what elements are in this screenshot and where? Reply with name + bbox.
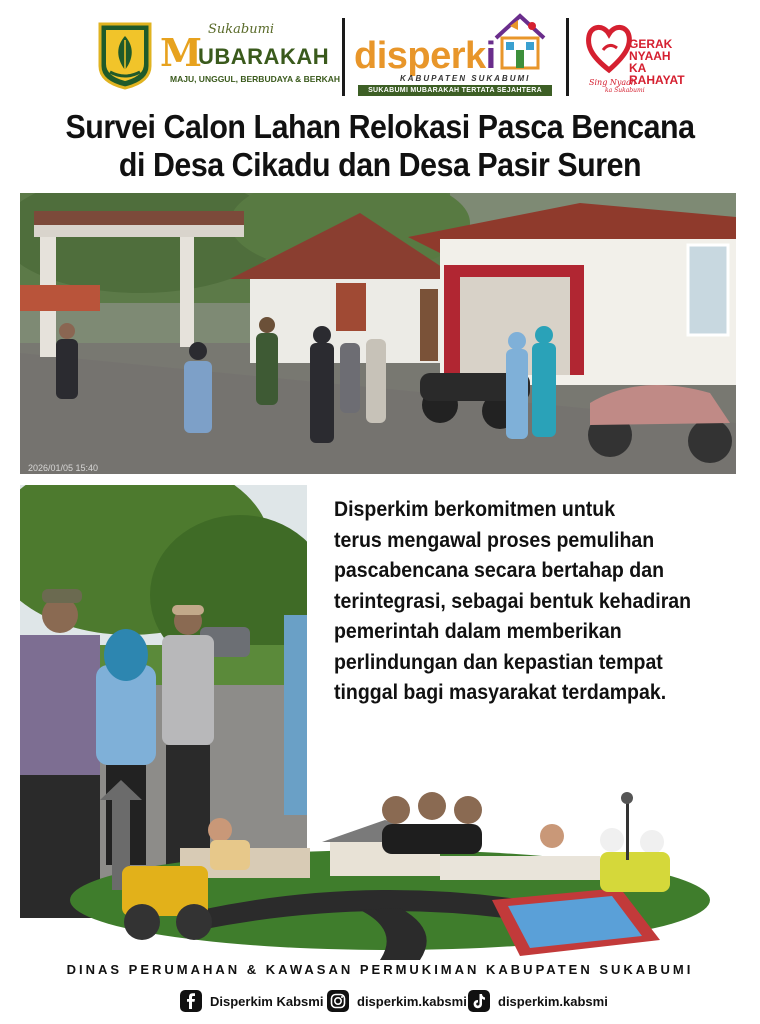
body-line: pemerintah dalam memberikan [334,620,622,643]
body-paragraph [334,495,734,709]
facebook-icon [180,990,202,1012]
title-line-2: di Desa Cikadu dan Desa Pasir Suren [118,146,642,183]
body-line: terus mengawal proses pemulihan [334,528,655,552]
gerak-nyaah-logo [585,20,695,94]
gerak-subscript: ka Sukabumi [605,87,645,94]
disperkim-band: SUKABUMI MUBARAKAH TERTATA SEJAHTERA [358,85,552,96]
body-line: pascabencana secara bertahap dan [334,559,665,582]
sukabumi-crest-logo [98,22,152,90]
title-line-1: Survei Calon Lahan Relokasi Pasca Bencana [65,108,695,145]
instagram-icon [327,990,349,1012]
disperkim-wordmark: disperki [354,35,496,77]
sukabumi-mubarakah-logo [160,22,341,88]
body-line: perlindungan dan kepastian tempat [334,650,663,674]
mubarakah-word: UBARAKAH [198,44,330,69]
survey-photo-illustration [20,193,736,474]
facebook-link[interactable] [180,988,323,1014]
disperkim-logo [350,12,560,96]
gerak-text: GERAK NYAAH KA RAHAYAT [629,37,685,87]
tiktok-icon [468,990,490,1012]
divider [566,18,569,96]
body-line: terintegrasi, sebagai bentuk kehadiran [334,589,692,613]
heart-icon [585,20,633,76]
house-icon [492,12,548,70]
social-links [0,988,760,1014]
landmarks-collage-illustration [60,780,710,960]
agency-name: DINAS PERUMAHAN & KAWASAN PERMUKIMAN KABUPATEN SUKABUMI [66,962,694,977]
photo-timestamp: 2026/01/05 15:40 [28,463,99,473]
survey-photo-buildings [20,193,736,474]
page-title [0,108,760,184]
facebook-handle: Disperkim Kabsmi [210,993,324,1009]
body-line: Disperkim berkomitmen untuk [334,498,616,521]
instagram-handle: disperkim.kabsmi [357,993,467,1009]
divider [342,18,345,96]
header [0,0,760,100]
mubarakah-tagline: MAJU, UNGGUL, BERBUDAYA & BERKAH [170,74,341,84]
tiktok-link[interactable] [468,988,608,1014]
disperkim-kabupaten: KABUPATEN SUKABUMI [400,74,531,83]
instagram-link[interactable] [327,988,467,1014]
body-line: tinggal bagi masyarakat terdampak. [334,681,667,704]
tiktok-handle: disperkim.kabsmi [498,993,608,1009]
mubarakah-m-mark: M [160,30,203,75]
gerak-script: Sing Nyaah [589,78,637,87]
mubarakah-script: Sukabumi [208,22,275,37]
